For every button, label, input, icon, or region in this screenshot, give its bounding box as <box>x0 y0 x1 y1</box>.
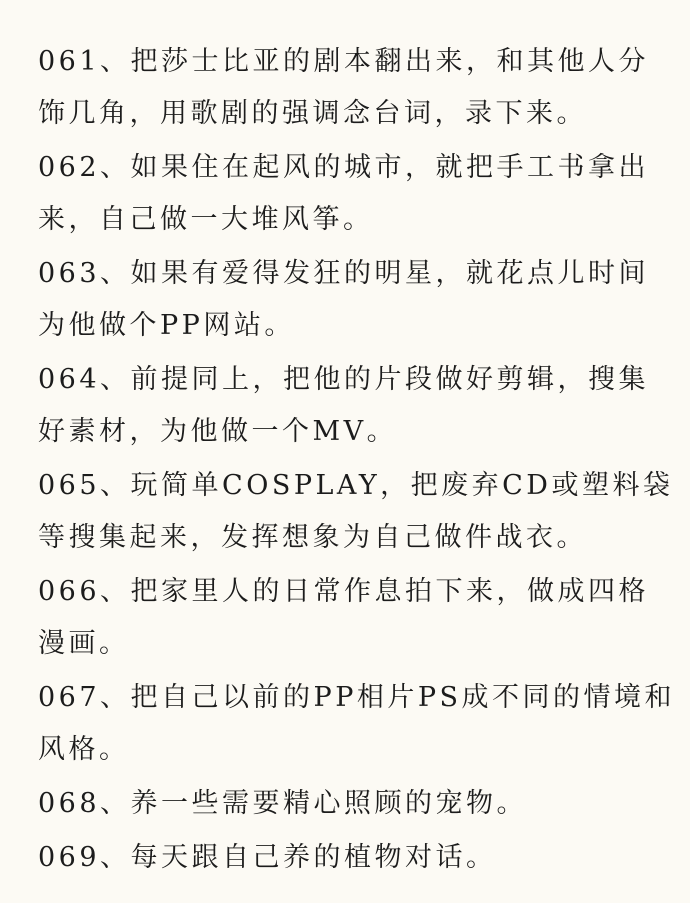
item-067-line-2: 风格。 <box>38 734 130 765</box>
list-item-061 <box>38 36 660 140</box>
item-063-line-1: 063、如果有爱得发狂的明星，就花点儿时间 <box>38 258 650 289</box>
item-064-line-2: 好素材，为他做一个MV。 <box>38 416 398 447</box>
list-item-065 <box>38 460 674 564</box>
list-item-064 <box>38 354 660 458</box>
item-061-line-2: 饰几角，用歌剧的强调念台词，录下来。 <box>38 98 587 129</box>
list-item-069 <box>38 832 660 884</box>
item-062-line-1: 062、如果住在起风的城市，就把手工书拿出 <box>38 152 650 183</box>
list-item-067 <box>38 672 676 776</box>
list-item-066 <box>38 566 660 670</box>
item-067-line-1: 067、把自己以前的PP相片PS成不同的情境和 <box>38 682 676 713</box>
list-item-063 <box>38 248 660 352</box>
item-068-line-1: 068、养一些需要精心照顾的宠物。 <box>38 788 528 819</box>
item-066-line-2: 漫画。 <box>38 628 130 659</box>
item-063-line-2: 为他做个PP网站。 <box>38 310 295 341</box>
item-061-line-1: 061、把莎士比亚的剧本翻出来，和其他人分 <box>38 46 650 77</box>
list-item-062 <box>38 142 660 246</box>
item-064-line-1: 064、前提同上，把他的片段做好剪辑，搜集 <box>38 364 650 395</box>
item-065-line-2: 等搜集起来，发挥想象为自己做件战衣。 <box>38 522 587 553</box>
item-062-line-2: 来，自己做一大堆风筝。 <box>38 204 374 235</box>
item-069-line-1: 069、每天跟自己养的植物对话。 <box>38 842 497 873</box>
item-066-line-1: 066、把家里人的日常作息拍下来，做成四格 <box>38 576 650 607</box>
list-item-068 <box>38 778 660 830</box>
item-065-line-1: 065、玩简单COSPLAY，把废弃CD或塑料袋 <box>38 470 674 501</box>
